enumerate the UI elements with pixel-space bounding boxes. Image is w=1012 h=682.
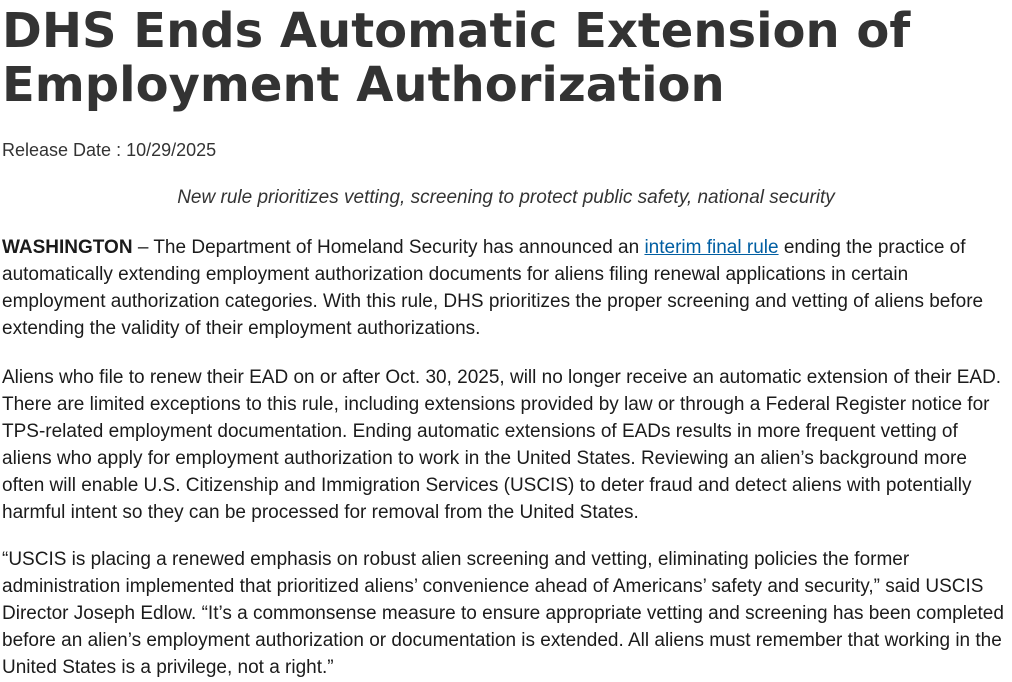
release-date-label: Release Date : — [2, 140, 122, 160]
paragraph-1-lead: – The Department of Homeland Security has announced an — [132, 237, 645, 258]
interim-final-rule-link[interactable]: interim final rule — [644, 237, 779, 258]
paragraph-1 — [2, 234, 1007, 342]
page-title: DHS Ends Automatic Extension of Employment Authorization — [2, 3, 911, 113]
release-date-value: 10/29/2025 — [126, 140, 217, 160]
paragraph-1-rest: ending the practice of automatically extending employment authorization documents for aliens filing renewal applications in certain employment authorization categories. With this rule, DHS prioritizes the proper screening and vetting of aliens before extending the validity of their employment authorizations. — [2, 237, 984, 339]
dateline: WASHINGTON — [2, 237, 133, 258]
article-subtitle: New rule prioritizes vetting, screening to protect public safety, national security — [177, 187, 835, 208]
release-date-line — [2, 138, 216, 162]
paragraph-3: “USCIS is placing a renewed emphasis on robust alien screening and vetting, eliminating policies the former administration implemented that prioritized aliens’ convenience ahead of Americans’ safety and security,” said USCIS Director Joseph Edlow. “It’s a commonsense measure to ensure appropriate vetting and screening has been completed before an alien’s employment authorization or documentation is extended. All aliens must remember that working in the United States is a privilege, not a right.” — [2, 549, 1004, 678]
paragraph-2: Aliens who file to renew their EAD on or after Oct. 30, 2025, will no longer receive an automatic extension of their EAD. There are limited exceptions to this rule, including extensions provided by law or through a Federal Register notice for TPS-related employment documentation. Ending automatic extensions of EADs results in more frequent vetting of aliens who apply for employment authorization to work in the United States. Reviewing an alien’s background more often will enable U.S. Citizenship and Immigration Services (USCIS) to deter fraud and detect aliens with potentially harmful intent so they can be processed for removal from the United States. — [2, 367, 1002, 523]
